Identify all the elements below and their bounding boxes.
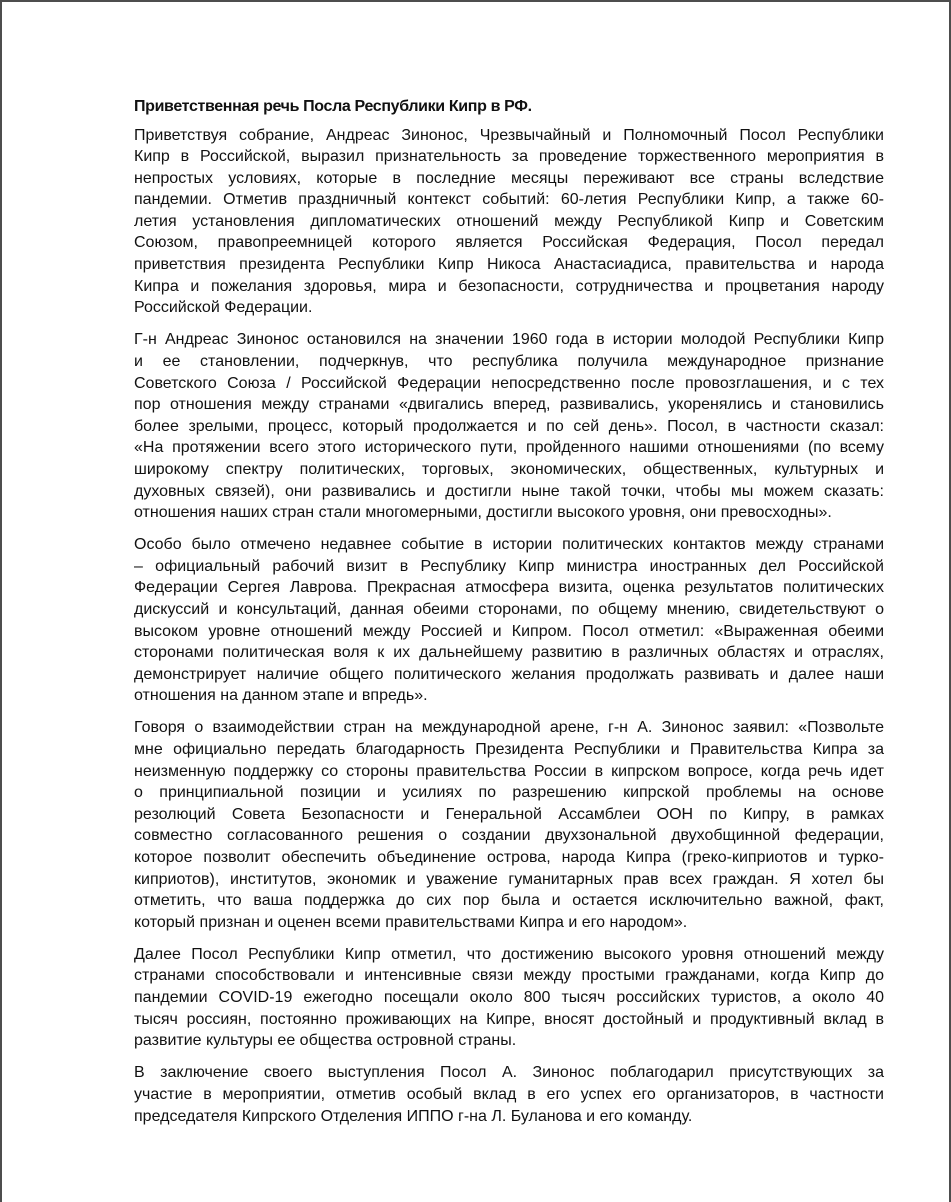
text-line: приветствия президента Республики Кипр Никоса Анастасиадиса, правительства и народа bbox=[134, 256, 884, 274]
text-line: тысяч россиян, постоянно проживающих на Кипре, вносят достойный и продуктивный вклад в bbox=[134, 1010, 884, 1028]
text-line: В заключение своего выступления Посол А. Зинонос поблагодарил присутствующих за bbox=[134, 1064, 884, 1082]
text-line: совместно согласованного решения о создании двухзональной двухобщинной федерации, bbox=[134, 827, 884, 845]
text-line: пандемии COVID-19 ежегодно посещали около 800 тысяч российских туристов, а около 40 bbox=[134, 989, 884, 1007]
text-line: и ее становлении, подчеркнув, что республика получила международное признание bbox=[134, 352, 884, 370]
text-line: Российской Федерации. bbox=[134, 299, 313, 317]
paragraph-2 bbox=[134, 329, 884, 523]
text-line: участие в мероприятии, отметив особый вклад в его успех его организаторов, в частности bbox=[134, 1085, 884, 1103]
text-line: широкому спектру политических, торговых, экономических, общественных, культурных и bbox=[134, 460, 884, 478]
paragraph-4 bbox=[134, 717, 884, 933]
text-line: который признан и оценен всеми правительствами Кипра и его народом». bbox=[134, 913, 688, 931]
text-line: странами способствовали и интенсивные связи между простыми гражданами, когда Кипр до bbox=[134, 967, 884, 985]
text-line: отметить, что ваша поддержка до сих пор была и остается исключительно важной, факт, bbox=[134, 892, 884, 910]
text-line: отношения на данном этапе и впредь». bbox=[134, 687, 428, 705]
text-line: развитие культуры ее общества островной страны. bbox=[134, 1032, 517, 1050]
text-line: – официальный рабочий визит в Республику Кипр министра иностранных дел Российской bbox=[134, 557, 884, 575]
text-line: отношения наших стран стали многомерными, достигли высокого уровня, они превосходны». bbox=[134, 504, 832, 522]
text-line: высоком уровне отношений между Россией и Кипром. Посол отметил: «Выраженная обеими bbox=[134, 622, 884, 640]
text-line: более зрелыми, процесс, который продолжается и по сей день». Посол, в частности сказал: bbox=[134, 417, 884, 435]
paragraph-1 bbox=[134, 125, 884, 319]
text-line: духовных связей), они развивались и достигли ныне такой точки, чтобы мы можем сказать: bbox=[134, 482, 884, 500]
text-line: которое позволит обеспечить объединение острова, народа Кипра (греко-киприотов и турко- bbox=[134, 849, 884, 866]
text-line: Союзом, правопреемницей которого является Российская Федерация, Посол передал bbox=[134, 234, 884, 252]
text-line: Г-н Андреас Зинонос остановился на значении 1960 года в истории молодой Республики Кипр bbox=[134, 331, 884, 349]
text-line: о принципиальной позиции и усилиях по разрешению кипрской проблемы на основе bbox=[134, 784, 884, 802]
text-line: дискуссий и консультаций, данная обеими сторонами, по общему мнению, свидетельствуют о bbox=[134, 600, 884, 618]
paragraph-5 bbox=[134, 944, 884, 1052]
text-line: мне официально передать благодарность Президента Республики и Правительства Кипра за bbox=[134, 741, 884, 759]
text-line: неизменную поддержку со стороны правительства России в кипрском вопросе, когда речь идет bbox=[134, 762, 884, 780]
text-line: резолюций Совета Безопасности и Генеральной Ассамблеи ООН по Кипру, в рамках bbox=[134, 805, 884, 823]
text-line: председателя Кипрского Отделения ИППО г-на Л. Буланова и его команду. bbox=[134, 1107, 693, 1125]
text-line: сторонами политическая воля к их дальнейшему развитию в различных областях и отраслях, bbox=[134, 644, 884, 662]
text-line: Федерации Сергея Лаврова. Прекрасная атмосфера визита, оценка результатов политических bbox=[134, 579, 884, 597]
text-line: Говоря о взаимодействии стран на международной арене, г-н А. Зинонос заявил: «Позвольте bbox=[134, 719, 884, 737]
text-line: Особо было отмечено недавнее событие в истории политических контактов между странами bbox=[134, 536, 884, 554]
text-line: Приветствуя собрание, Андреас Зинонос, Чрезвычайный и Полномочный Посол Республики bbox=[134, 126, 884, 144]
text-line: непростых условиях, которые в последние месяцы переживают все страны вследствие bbox=[134, 169, 884, 187]
text-line: киприотов), институтов, экономик и уважение гуманитарных прав всех граждан. Я хотел бы bbox=[134, 870, 884, 888]
document-body bbox=[134, 96, 884, 1138]
text-line: Кипра и пожелания здоровья, мира и безопасности, сотрудничества и процветания народу bbox=[134, 277, 884, 295]
paragraph-3 bbox=[134, 534, 884, 707]
text-line: пор отношения между странами «двигались вперед, развивались, укоренялись и становились bbox=[134, 396, 884, 414]
text-line: Кипр в Российской, выразил признательность за проведение торжественного мероприятия в bbox=[134, 148, 884, 166]
text-line: демонстрирует наличие общего политического желания продолжать развивать и далее наши bbox=[134, 665, 884, 683]
text-line: летия установления дипломатических отношений между Республикой Кипр и Советским bbox=[134, 212, 884, 230]
text-line: пандемии. Отметив праздничный контекст событий: 60-летия Республики Кипр, а также 60- bbox=[134, 191, 884, 209]
text-line: Советского Союза / Российской Федерации непосредственно после провозглашения, и с тех bbox=[134, 374, 884, 392]
text-line: «На протяжении всего этого исторического пути, пройденного нашими отношениями (по всему bbox=[134, 439, 884, 457]
text-line: Далее Посол Республики Кипр отметил, что достижению высокого уровня отношений между bbox=[134, 945, 884, 963]
document-title: Приветственная речь Посла Республики Кипр в РФ. bbox=[134, 98, 532, 115]
paragraph-6 bbox=[134, 1062, 884, 1127]
